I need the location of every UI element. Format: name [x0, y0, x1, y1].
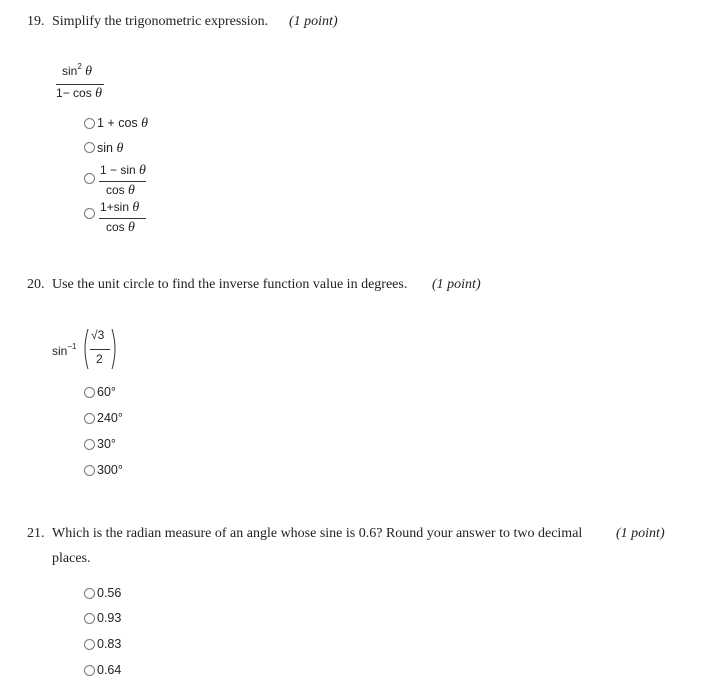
q21-option-1-label: 0.56 [97, 586, 122, 600]
q20-radio-3[interactable] [84, 439, 95, 450]
q20-expr-bar [90, 349, 110, 350]
q21-radio-4[interactable] [84, 665, 95, 676]
q20-expr-numerator: √3 [91, 328, 105, 342]
q20-radio-4[interactable] [84, 465, 95, 476]
q21-points: (1 point) [616, 526, 665, 541]
q19-radio-1[interactable] [84, 118, 95, 129]
q19-radio-4[interactable] [84, 208, 95, 219]
q19-radio-3[interactable] [84, 173, 95, 184]
q20-expr-fn: $\sin^{-1}$ [52, 342, 77, 358]
q19-prompt: Simplify the trigonometric expression. [52, 14, 269, 29]
q20-prompt: Use the unit circle to find the inverse function value in degrees. [52, 277, 408, 292]
q19-option-3-bar [99, 181, 146, 182]
q20-option-4-label: 300° [97, 463, 123, 477]
q19-option-4-numerator: 1+sin θ [100, 200, 140, 215]
q20-option-3-label: 30° [97, 437, 116, 451]
q19-number: 19. [27, 14, 45, 29]
q19-points: (1 point) [289, 14, 338, 29]
q21-option-4-label: 0.64 [97, 663, 122, 677]
q20-points: (1 point) [432, 277, 481, 292]
q21-option-3-label: 0.83 [97, 637, 122, 651]
q21-option-2-label: 0.93 [97, 611, 122, 625]
q20-option-1-label: 60° [97, 385, 116, 399]
q20-number: 20. [27, 277, 45, 292]
q19-expr-bar [56, 84, 104, 85]
q21-prompt-line2: places. [52, 551, 91, 566]
q20-right-paren [110, 328, 118, 370]
q21-radio-3[interactable] [84, 639, 95, 650]
q20-radio-2[interactable] [84, 413, 95, 424]
q19-option-3-denominator: cos θ [106, 183, 135, 198]
q21-number: 21. [27, 526, 45, 541]
q19-expr-numerator: $\sin^2 \theta$ [62, 62, 93, 79]
q19-option-4-bar [99, 218, 146, 219]
q20-radio-1[interactable] [84, 387, 95, 398]
q19-option-3-numerator: 1 − sin θ [100, 163, 146, 178]
q20-option-2-label: 240° [97, 411, 123, 425]
q21-prompt-line1: Which is the radian measure of an angle whose sine is 0.6? Round your answer to two decimal [52, 526, 583, 541]
q21-radio-1[interactable] [84, 588, 95, 599]
q19-radio-2[interactable] [84, 142, 95, 153]
q19-option-2-label: sin θ [97, 141, 124, 156]
q20-expr-denominator: 2 [96, 352, 103, 366]
q19-option-4-denominator: cos θ [106, 220, 135, 235]
q21-radio-2[interactable] [84, 613, 95, 624]
q19-expr-denominator: 1− cos θ [56, 86, 102, 101]
q19-option-1-label: 1 + cos θ [97, 116, 149, 131]
q20-left-paren [82, 328, 90, 370]
